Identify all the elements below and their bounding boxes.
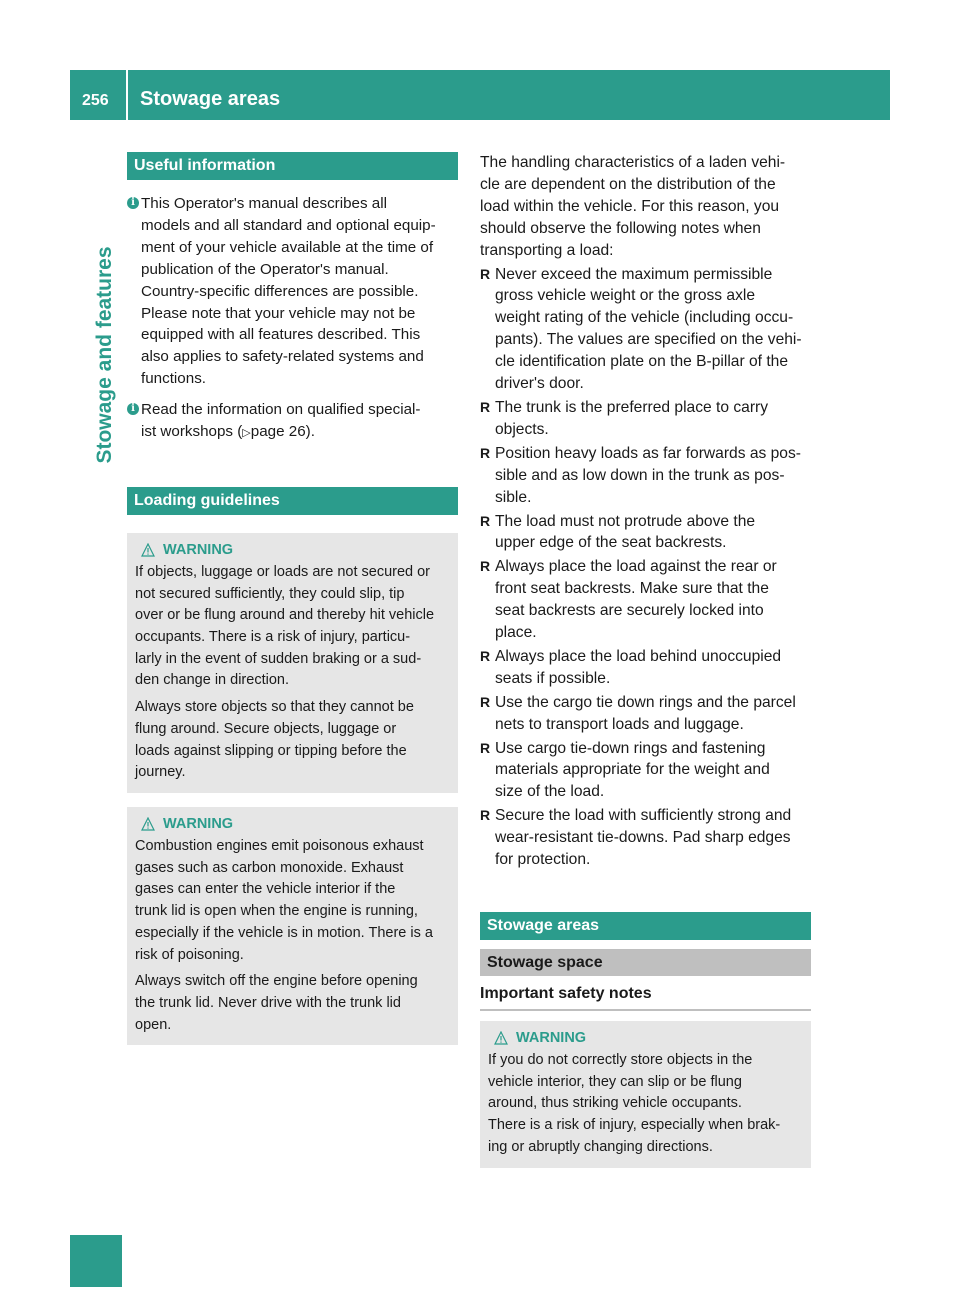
bullet-line: Secure the load with sufficiently strong and [495, 807, 792, 825]
text-line: transporting a load: [480, 241, 614, 259]
bullet-line: wear-resistant tie-downs. Pad sharp edges [495, 829, 791, 847]
text-line: ing or abruptly changing directions. [488, 1138, 713, 1155]
text-line: Country-specific differences are possible. [141, 282, 419, 300]
loading-guidelines-heading: Loading guidelines [127, 487, 458, 515]
text-line: Combustion engines emit poisonous exhaust [135, 838, 424, 854]
info-workshops-line2 [141, 421, 458, 445]
warning-instruction [135, 697, 450, 784]
bullet-marker: R [480, 444, 491, 461]
loading-rule-item [480, 511, 811, 555]
info-paragraph-text [141, 193, 458, 390]
page-number: 256 [82, 92, 109, 109]
text-line: larly in the event of sudden braking or a sud- [135, 650, 422, 667]
warning-triangle-icon [141, 817, 155, 831]
text-line: gases can enter the vehicle interior if the [135, 881, 396, 898]
warning-label: WARNING [163, 816, 234, 832]
text-line: should observe the following notes when [480, 219, 761, 237]
info-icon: i [127, 403, 139, 415]
text-line: equipped with all features described. This [141, 326, 421, 344]
stowage-space-heading: Stowage space [480, 949, 811, 976]
text-line: This Operator's manual describes all [141, 195, 388, 212]
warning-box-loads [127, 533, 458, 793]
bullet-line: Position heavy loads as far forwards as pos- [495, 444, 801, 462]
text-line: cle are dependent on the distribution of the [480, 175, 776, 193]
bullet-line: sible. [495, 488, 532, 506]
warning-header [135, 540, 450, 560]
bullet-line: weight rating of the vehicle (including occu- [495, 309, 794, 327]
loading-rule-item [480, 397, 811, 441]
bullet-line: Never exceed the maximum permissible [495, 265, 773, 283]
warning-header [488, 1028, 803, 1048]
warning-triangle-icon [494, 1031, 508, 1045]
text-line: den change in direction. [135, 672, 289, 689]
info-workshops-line1: Read the information on qualified special- [141, 401, 421, 419]
text-line: publication of the Operator's manual. [141, 260, 389, 278]
left-column [127, 152, 458, 1045]
text-line: Please note that your vehicle may not be [141, 304, 416, 322]
text-line: Always store objects so that they cannot be [135, 699, 414, 716]
bullet-marker: R [480, 398, 491, 415]
bullet-line: The load must not protrude above the [495, 512, 756, 530]
text-line: If you do not correctly store objects in the [488, 1052, 753, 1068]
loading-rule-item [480, 443, 811, 509]
side-tab-label: Stowage and features [93, 246, 116, 464]
text-line: load within the vehicle. For this reason, you [480, 197, 780, 215]
bullet-marker: R [480, 807, 491, 824]
page-reference-arrow-icon: ▷ [242, 427, 251, 440]
page-reference-link[interactable]: page 26). [250, 423, 315, 441]
text-line: the trunk lid. Never drive with the trunk lid [135, 994, 401, 1011]
warning-text [135, 836, 450, 966]
bullet-line: seats if possible. [495, 669, 611, 687]
text-line: loads against slipping or tipping before the [135, 742, 407, 759]
warning-text [488, 1050, 803, 1159]
text-line: functions. [141, 370, 207, 388]
bullet-line: Always place the load behind unoccupied [495, 647, 782, 665]
warning-triangle-icon [141, 543, 155, 557]
bullet-marker: R [480, 739, 491, 756]
bullet-line: place. [495, 624, 537, 642]
text-line: occupants. There is a risk of injury, particu- [135, 629, 411, 646]
side-tab [90, 120, 120, 590]
loading-rule-item [480, 264, 811, 395]
loading-rule-item [480, 646, 811, 690]
bullet-line: pants). The values are specified on the vehi- [495, 331, 802, 349]
loading-rule-item [480, 556, 811, 644]
bullet-line: gross vehicle weight or the gross axle [495, 287, 756, 305]
text-line: also applies to safety-related systems and [141, 348, 424, 366]
bullet-line: for protection. [495, 851, 591, 869]
bullet-line: front seat backrests. Make sure that the [495, 580, 769, 598]
warning-box-stowage [480, 1021, 811, 1168]
text-line: especially if the vehicle is in motion. There is a [135, 924, 433, 941]
bullet-line: materials appropriate for the weight and [495, 761, 770, 779]
warning-header [135, 814, 450, 834]
text-line: Always switch off the engine before opening [135, 973, 418, 990]
bullet-line: Use cargo tie-down rings and fastening [495, 739, 766, 757]
warning-label: WARNING [163, 541, 234, 558]
text-line: risk of poisoning. [135, 946, 244, 963]
bullet-line: sible and as low down in the trunk as pos- [495, 466, 785, 484]
bullet-marker: R [480, 693, 491, 710]
bullet-marker: R [480, 265, 491, 282]
loading-rule-item [480, 805, 811, 871]
text-line: journey. [135, 764, 186, 781]
text-line: not secured sufficiently, they could slip, tip [135, 585, 405, 602]
text-line: around, thus striking vehicle occupants. [488, 1095, 742, 1112]
bullet-line: driver's door. [495, 375, 584, 393]
bullet-line: Use the cargo tie down rings and the parcel [495, 693, 796, 711]
warning-label: WARNING [516, 1030, 587, 1046]
text-line: flung around. Secure objects, luggage or [135, 720, 397, 737]
warning-instruction [135, 971, 450, 1036]
side-tab-block [70, 1235, 122, 1287]
intro-paragraph [480, 152, 811, 262]
text-line: trunk lid is open when the engine is running, [135, 903, 418, 920]
text-line: models and all standard and optional equip- [141, 216, 436, 234]
loading-rules-list [480, 264, 811, 871]
loading-rule-item [480, 692, 811, 736]
loading-rule-item [480, 738, 811, 804]
text-line: gases such as carbon monoxide. Exhaust [135, 859, 404, 876]
text-line: over or be flung around and thereby hit vehicle [135, 607, 435, 624]
info-paragraph-manual [127, 193, 458, 390]
bullet-marker: R [480, 558, 491, 575]
bullet-marker: R [480, 512, 491, 529]
warning-text [135, 562, 450, 692]
bullet-line: objects. [495, 420, 549, 438]
text-line: If objects, luggage or loads are not secured or [135, 563, 431, 580]
bullet-line: size of the load. [495, 783, 605, 801]
info-workshops-pre: ist workshops ( [141, 423, 243, 441]
bullet-marker: R [480, 647, 491, 664]
text-line: ment of your vehicle available at the time of [141, 238, 434, 256]
bullet-line: seat backrests are securely locked into [495, 602, 764, 620]
stowage-areas-heading: Stowage areas [480, 912, 811, 940]
info-icon: i [127, 197, 139, 209]
bullet-line: The trunk is the preferred place to carry [495, 398, 769, 416]
bullet-line: cle identification plate on the B-pillar of the [495, 353, 788, 371]
warning-box-exhaust [127, 807, 458, 1045]
page-title: Stowage areas [140, 88, 281, 110]
text-line: There is a risk of injury, especially when brak- [488, 1117, 781, 1134]
useful-info-heading: Useful information [127, 152, 458, 180]
text-line: open. [135, 1016, 172, 1033]
info-paragraph-workshops [127, 399, 458, 445]
bullet-line: upper edge of the seat backrests. [495, 534, 727, 552]
text-line: vehicle interior, they can slip or be flung [488, 1073, 742, 1090]
bullet-line: nets to transport loads and luggage. [495, 715, 744, 733]
safety-notes-heading: Important safety notes [480, 985, 811, 1011]
header-divider [126, 70, 128, 120]
right-column [480, 152, 811, 1168]
text-line: The handling characteristics of a laden vehi- [480, 154, 786, 171]
bullet-line: Always place the load against the rear or [495, 558, 777, 576]
